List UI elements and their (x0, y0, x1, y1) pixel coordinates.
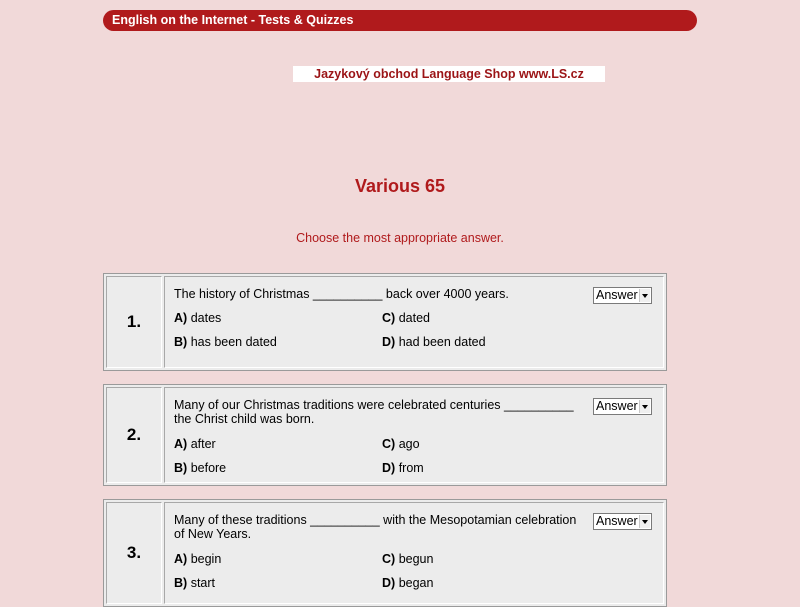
option-text: ago (398, 437, 420, 451)
option-c (382, 437, 420, 451)
option-letter: C) (382, 437, 396, 451)
option-letter: B) (174, 335, 188, 349)
question-number: 2. (106, 387, 162, 483)
chevron-down-icon[interactable] (639, 289, 650, 302)
quiz-instruction: Choose the most appropriate answer. (296, 231, 504, 245)
answer-select-value: Answer (596, 288, 638, 302)
option-text: begin (190, 552, 222, 566)
chevron-down-icon[interactable] (639, 400, 650, 413)
option-b (174, 335, 277, 349)
option-text: before (190, 461, 227, 475)
option-c (382, 552, 433, 566)
option-letter: B) (174, 576, 188, 590)
question-body (164, 387, 664, 483)
answer-select[interactable] (593, 513, 652, 530)
question-card-1 (103, 273, 667, 371)
question-card-3 (103, 499, 667, 607)
option-text: start (190, 576, 215, 590)
option-text: from (398, 461, 424, 475)
shop-link[interactable]: Jazykový obchod Language Shop www.LS.cz (314, 67, 584, 81)
question-body (164, 502, 664, 604)
option-text: after (190, 437, 216, 451)
option-a (174, 311, 221, 325)
option-a (174, 437, 216, 451)
option-text: dates (190, 311, 222, 325)
option-text: had been dated (398, 335, 486, 349)
option-text: began (398, 576, 434, 590)
option-letter: B) (174, 461, 188, 475)
option-letter: A) (174, 552, 188, 566)
option-letter: D) (382, 335, 396, 349)
option-b (174, 461, 226, 475)
option-letter: A) (174, 437, 188, 451)
question-number: 1. (106, 276, 162, 368)
shop-link-banner[interactable] (293, 66, 605, 82)
option-text: has been dated (190, 335, 277, 349)
question-text: Many of our Christmas traditions were celebrated centuries __________ the Christ child was born. (174, 398, 574, 426)
question-text: Many of these traditions __________ with the Mesopotamian celebration of New Years. (174, 513, 577, 541)
option-c (382, 311, 430, 325)
answer-select[interactable] (593, 287, 652, 304)
answer-select-value: Answer (596, 514, 638, 528)
question-text: The history of Christmas __________ back over 4000 years. (174, 287, 509, 301)
option-letter: C) (382, 311, 396, 325)
chevron-down-icon[interactable] (639, 515, 650, 528)
option-letter: C) (382, 552, 396, 566)
option-d (382, 461, 424, 475)
question-card-2 (103, 384, 667, 486)
option-letter: D) (382, 576, 396, 590)
option-text: begun (398, 552, 434, 566)
question-number: 3. (106, 502, 162, 604)
site-header-bar (103, 10, 697, 31)
option-b (174, 576, 215, 590)
option-text: dated (398, 311, 430, 325)
question-body (164, 276, 664, 368)
option-letter: D) (382, 461, 396, 475)
option-d (382, 576, 433, 590)
option-a (174, 552, 221, 566)
option-d (382, 335, 486, 349)
quiz-title: Various 65 (354, 176, 446, 196)
answer-select-value: Answer (596, 399, 638, 413)
site-title[interactable]: English on the Internet - Tests & Quizzes (112, 13, 354, 27)
answer-select[interactable] (593, 398, 652, 415)
option-letter: A) (174, 311, 188, 325)
